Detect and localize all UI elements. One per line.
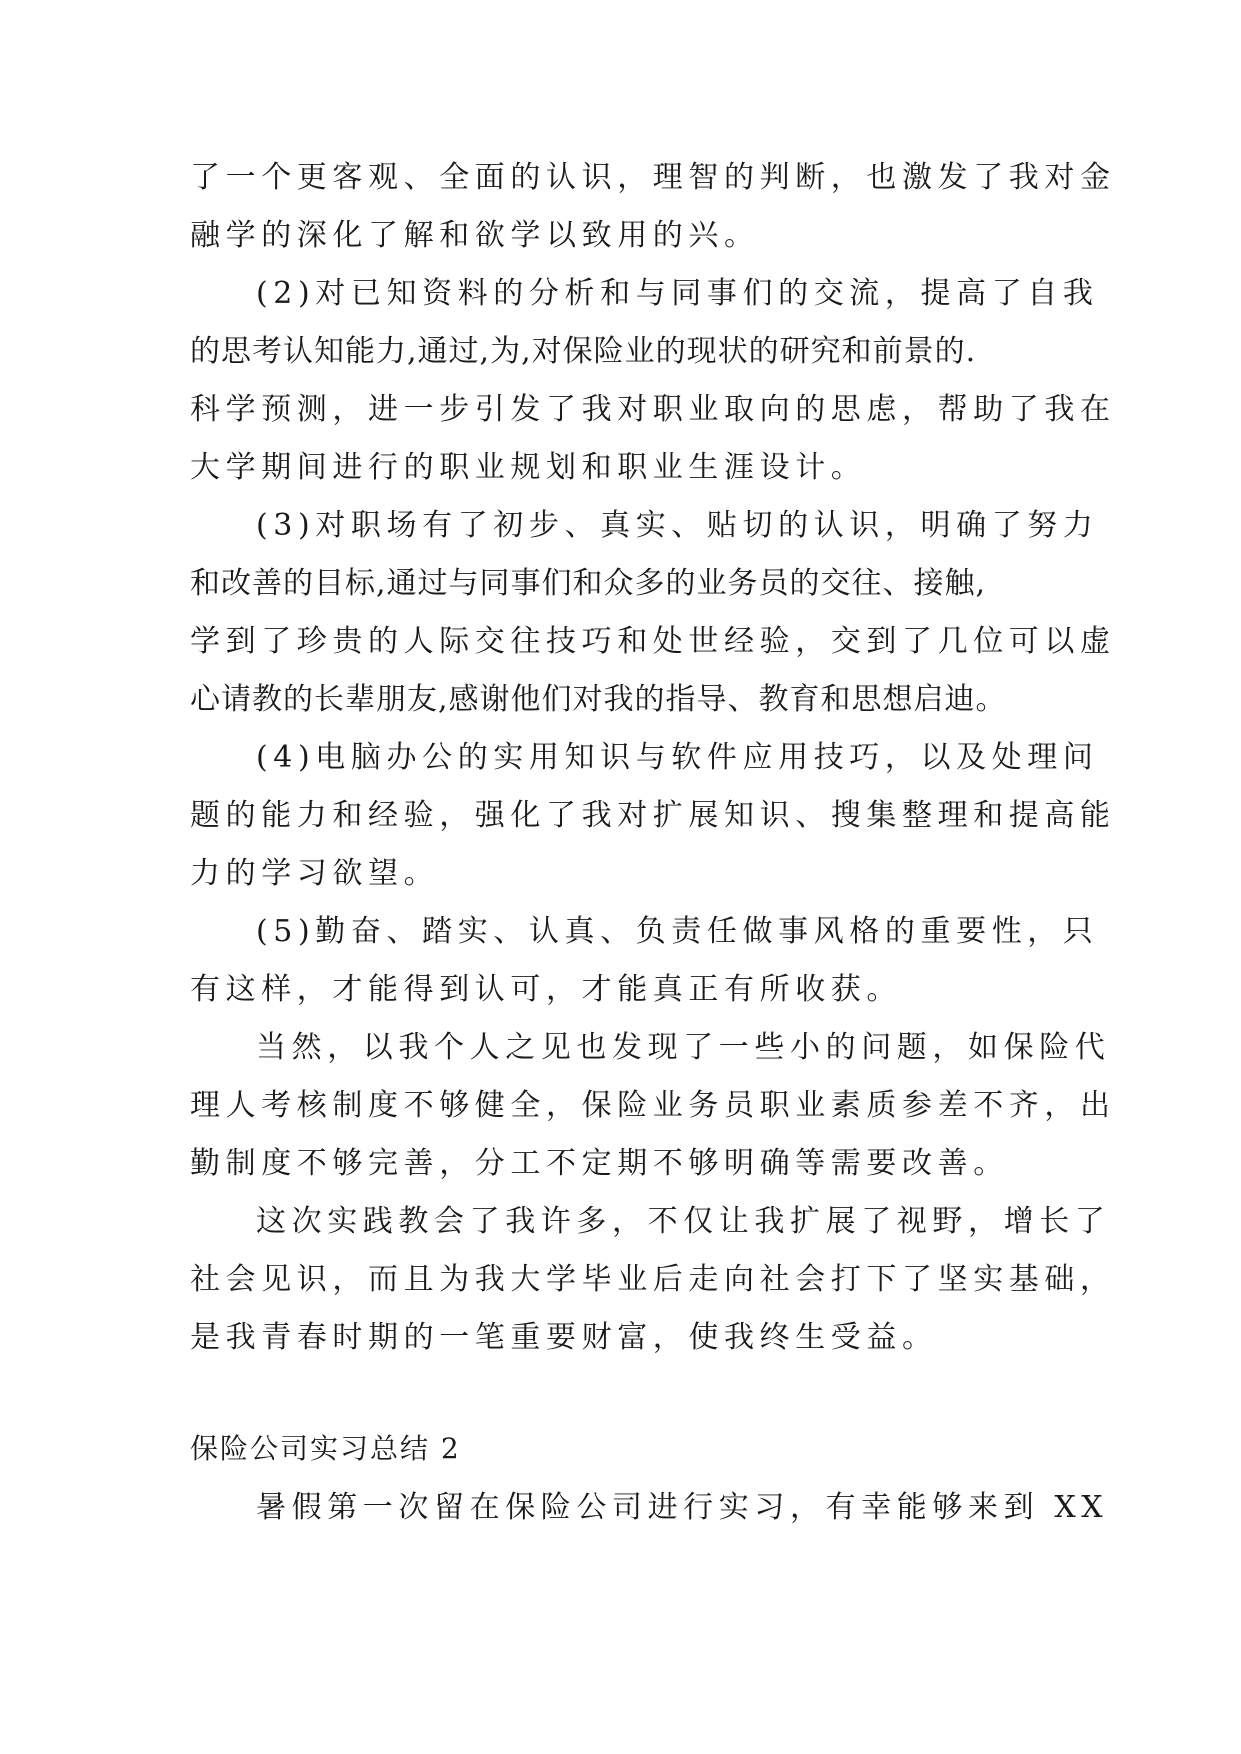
text-line: 当然，以我个人之见也发现了一些小的问题，如保险代 (256, 1030, 1111, 1065)
text-line: 理人考核制度不够健全，保险业务员职业素质参差不齐，出 (190, 1088, 1116, 1123)
text-line: 力的学习欲望。 (190, 856, 440, 891)
text-line: (2)对已知资料的分析和与同事们的交流，提高了自我 (256, 276, 1099, 311)
text-line: 科学预测，进一步引发了我对职业取向的思虑，帮助了我在 (190, 392, 1116, 427)
text-line: 的思考认知能力,通过,为,对保险业的现状的研究和前景的. (190, 334, 977, 369)
text-line: (4)电脑办公的实用知识与软件应用技巧，以及处理问 (256, 740, 1099, 775)
text-line: 暑假第一次留在保险公司进行实习，有幸能够来到 XX (256, 1490, 1109, 1525)
text-line: 有这样，才能得到认可，才能真正有所收获。 (190, 972, 902, 1007)
text-line: 大学期间进行的职业规划和职业生涯设计。 (190, 450, 867, 485)
text-line: 融学的深化了解和欲学以致用的兴。 (190, 218, 760, 253)
text-line: 学到了珍贵的人际交往技巧和处世经验，交到了几位可以虚 (190, 624, 1116, 659)
text-line: 心请教的长辈朋友,感谢他们对我的指导、教育和思想启迪。 (190, 682, 1007, 717)
text-line: (3)对职场有了初步、真实、贴切的认识，明确了努力 (256, 508, 1099, 543)
text-line: (5)勤奋、踏实、认真、负责任做事风格的重要性，只 (256, 914, 1099, 949)
text-line: 勤制度不够完善，分工不定期不够明确等需要改善。 (190, 1146, 1009, 1181)
text-line: 社会见识，而且为我大学毕业后走向社会打下了坚实基础， (190, 1262, 1116, 1297)
text-line: 题的能力和经验，强化了我对扩展知识、搜集整理和提高能 (190, 798, 1116, 833)
text-line: 了一个更客观、全面的认识，理智的判断，也激发了我对金 (190, 160, 1116, 195)
section-title: 保险公司实习总结 2 (190, 1432, 461, 1465)
text-line: 这次实践教会了我许多，不仅让我扩展了视野，增长了 (256, 1204, 1111, 1239)
text-line: 是我青春时期的一笔重要财富，使我终生受益。 (190, 1320, 938, 1355)
text-line: 和改善的目标,通过与同事们和众多的业务员的交往、接触, (190, 566, 987, 601)
